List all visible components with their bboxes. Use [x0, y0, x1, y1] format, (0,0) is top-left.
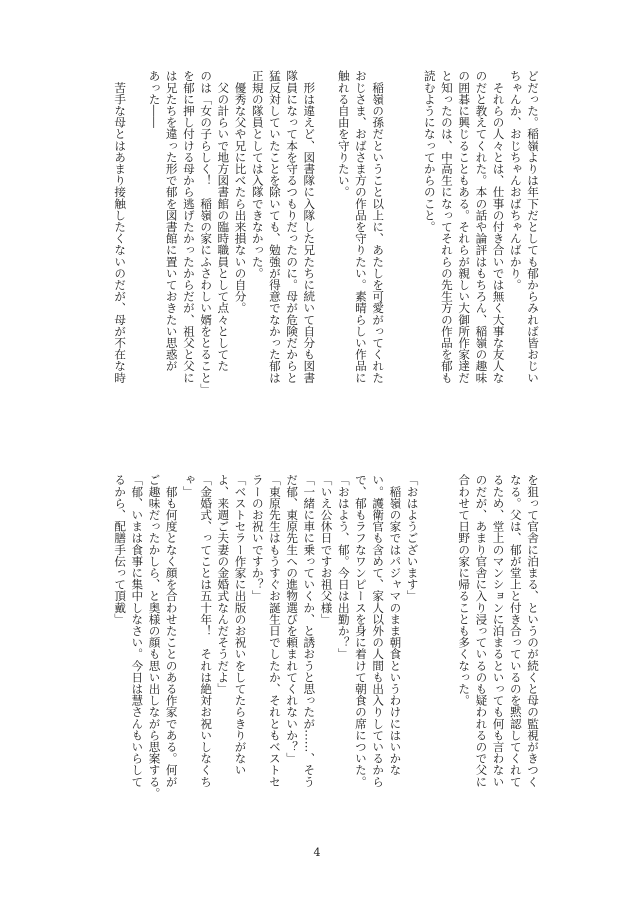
text-column: で、郁もラフなワンピースを身に着けて朝食の席についた。 [353, 474, 368, 788]
text-column: 優秀な父や兄に比べたら出来損ないの自分。 [233, 70, 248, 314]
text-column [317, 70, 334, 434]
text-column: ラーのお祝いですか？」 [250, 474, 265, 602]
text-column: のは「女の子らしく！ 稲嶺の家にふさわしい婿をとること」 [199, 70, 214, 395]
text-column: 稲嶺の家ではパジャマのまま朝食というわけにはいかな [388, 474, 403, 776]
text-column: のだと教えてくれた。本の話や論評はもちろん、稲嶺の趣味 [474, 70, 489, 384]
text-column: 「ベストセラー作家に出版のお祝いをしてたらきりがない [233, 474, 248, 776]
text-column: どだった。稲嶺よりは年下だとしても郁からみれば皆おじい [526, 70, 540, 384]
text-column: 形は違えど、図書隊に入隊した兄たちに続いて自分も図書 [302, 70, 317, 384]
text-column [421, 474, 438, 838]
text-column: 隊員になって本を守るつもりだったのに。母が危険だからと [285, 70, 300, 384]
text-column: 「郁、いまは食事に集中しなさい。今日は慧さんもいらして [130, 474, 145, 788]
text-column: 父の計らいで地方図書館の臨時職員として点々としてた [216, 70, 231, 372]
text-column: ご趣味だったかしら、と奥様の顔も思い出しながら思案する。 [147, 474, 162, 799]
text-column: よ、来週ご夫妻の金婚式なんだそうだよ」 [216, 474, 231, 695]
text-column: るため、堂上のマンションに泊まるといっても何も言わない [491, 474, 506, 788]
text-column: 「東原先生はもうすぐお誕生日でしたか、それともベストセ [267, 474, 282, 788]
text-column: 正規の隊員としては入隊できなかった。 [250, 70, 265, 279]
text-column: 「おはようございます」 [405, 474, 420, 602]
text-column [386, 70, 403, 434]
text-column: 触れる自由を守りたい。 [336, 70, 351, 198]
text-column: い。護衛官も含めて、家人以外の人間も出入りしているから [371, 474, 386, 788]
text-column: ちゃんか、おじちゃんおばちゃんばかり。 [508, 70, 523, 291]
text-column: の囲碁に興じることもある。それらが親しい大御所作家達だ [457, 70, 472, 384]
text-column: を狙って官舎に泊まる、というのが続くと母の監視がきつく [526, 474, 540, 788]
top-text-block [111, 70, 541, 434]
text-column [128, 70, 145, 434]
text-column: 猛反対していたことを除いても、勉強が得意でなかった郁は [267, 70, 282, 384]
text-column: を郁に押し付ける母から逃げたかったからだが、祖父と父に [181, 70, 196, 384]
text-column: おじさま、おばさま方の作品を守りたい。素晴らしい作品に [353, 70, 368, 384]
text-column: 稲嶺の孫だということ以上に、あたしを可愛がってくれた [371, 70, 386, 384]
text-column [438, 474, 455, 838]
text-column: 合わせて日野の家に帰ることも多くなった。 [457, 474, 472, 706]
page-number: 4 [313, 846, 321, 859]
text-column: 「金婚式、ってことは五十年！ それは絶対お祝いしなくち [199, 474, 214, 788]
text-column: 「いえ公休日ですお祖父様」 [319, 474, 334, 625]
bottom-text-block [111, 474, 541, 838]
text-column: 苦手な母とはあまり接触したくないのだが、母が不在な時 [113, 70, 128, 384]
text-column: 「おはよう、郁。今日は出勤か？」 [336, 474, 351, 660]
text-column: 読むようになってからのこと。 [422, 70, 437, 233]
text-column: あった―― [147, 70, 162, 128]
text-column: るから、配膳手伝って頂戴」 [113, 474, 128, 625]
text-column [403, 70, 420, 434]
text-column: 「一緒に車に乗っていくか、と誘おうと思ったが……、そう [302, 474, 317, 788]
text-column: それらの人々とは、仕事の付き合いでは無く大事な友人な [491, 70, 506, 384]
text-column: のだが、あまり官舎に入り浸っているのも疑われるので父に [474, 474, 489, 788]
text-column: は兄たちを違った形で郁を図書館に置いておきたい思惑が [164, 70, 179, 372]
text-column: ゃ」 [181, 474, 196, 498]
text-column: だ郁、東原先生への進物選びを頼まれてくれないか？」 [285, 474, 300, 764]
text-column: なる。父は、郁が堂上と付き合っているのを黙認してくれて [508, 474, 523, 788]
text-column: 郁も何度となく顔を合わせたことのある作家である。何が [164, 474, 179, 788]
text-column: と知ったのは、中高生になってそれらの先生方の作品を郁も [439, 70, 454, 384]
